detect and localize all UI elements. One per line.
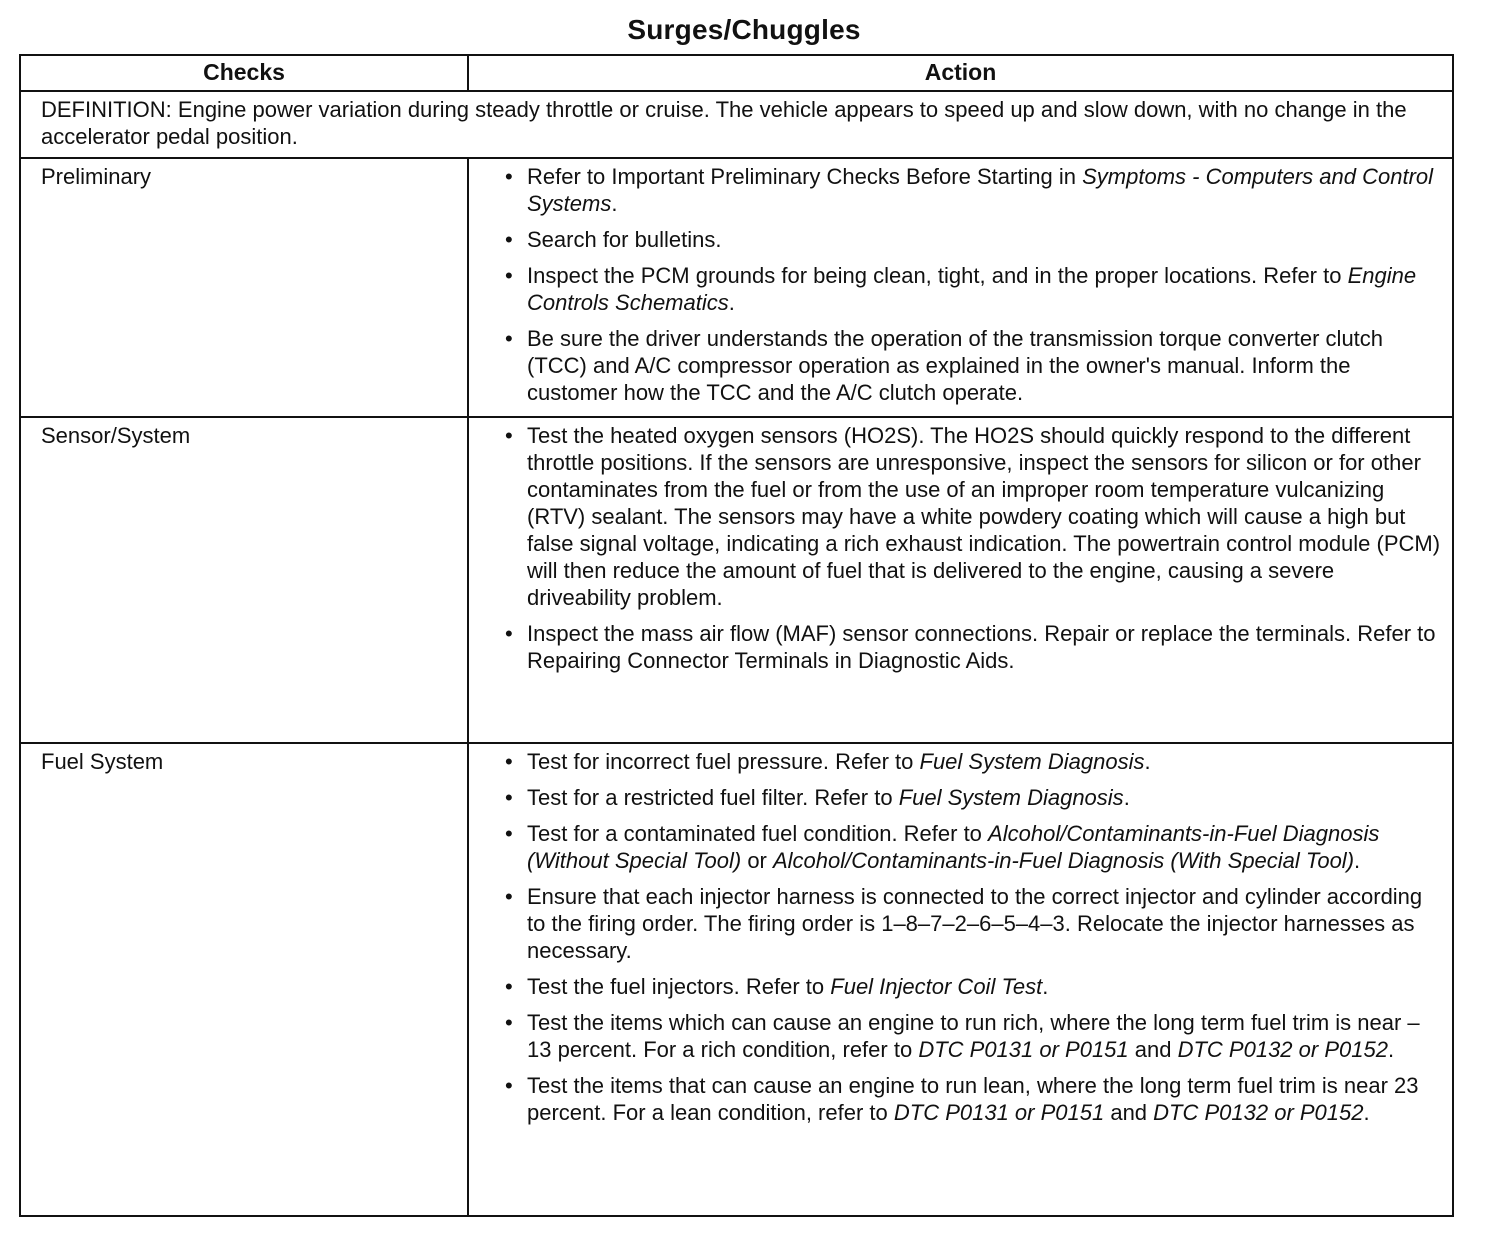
table-row [20,158,1453,417]
list-item [505,422,1442,611]
action-text: Test for a contaminated fuel condition. Refer to [527,821,989,846]
action-tail: . [1387,1037,1395,1062]
bullet-icon: • [505,785,513,810]
reference-text: DTC P0132 or P0152 [1177,1037,1388,1062]
bullet-icon: • [505,621,513,646]
bullet-icon: • [505,974,513,999]
action-tail: . [1363,1100,1370,1125]
action-cell [468,417,1453,743]
check-cell: Sensor/System [20,417,468,743]
action-text: Test for a restricted fuel filter. Refer to [527,785,899,810]
reference-text: Alcohol/Contaminants-in-Fuel Diagnosis (With Special Tool) [773,848,1355,873]
action-tail: or [741,848,773,873]
list-item [505,784,1442,811]
action-tail: . [1354,848,1361,873]
action-tail: and [1128,1037,1178,1062]
definition-row [20,91,1453,158]
reference-text: DTC P0131 or P0151 [893,1100,1105,1125]
action-text: Test the fuel injectors. Refer to [527,974,831,999]
definition-cell [20,91,1453,158]
list-item [505,1072,1442,1126]
action-tail: . [611,191,618,216]
action-list [505,163,1442,406]
action-tail: . [728,290,735,315]
action-list [505,748,1442,1126]
list-item [505,820,1442,874]
definition-text: Engine power variation during steady throttle or cruise. The vehicle appears to speed up and slow down, with no change in the accelerator pedal position. [41,97,1407,149]
list-item [505,163,1442,217]
action-list [505,422,1442,674]
action-cell [468,158,1453,417]
action-tail: . [1042,974,1049,999]
list-item [505,262,1442,316]
action-tail: . [1123,785,1130,810]
table-row [20,743,1453,1216]
bullet-icon: • [505,326,513,351]
checks-column-header: Checks [20,55,468,91]
list-item [505,325,1442,406]
bullet-icon: • [505,749,513,774]
action-tail: . [1144,749,1151,774]
reference-text: Alcohol/Contaminants-in-Fuel Diagnosis (Without Special Tool) [527,821,1380,873]
action-cell [468,743,1453,1216]
bullet-icon: • [505,821,513,846]
table-header-row [20,55,1453,91]
list-item [505,620,1442,674]
check-cell: Fuel System [20,743,468,1216]
action-text: Test the heated oxygen sensors (HO2S). The HO2S should quickly respond to the different throttle positions. If the sensors are unresponsive, inspect the sensors for silicon or for other contaminates from the fuel or from the use of an improper room temperature vulcanizing (RTV) sealant. The sensors may have a white powdery coating which will cause a high but false signal voltage, indicating a rich exhaust indication. The powertrain control module (PCM) will then reduce the amount of fuel that is delivered to the engine, causing a severe driveability problem. [527,423,1441,610]
bullet-icon: • [505,423,513,448]
diagnosis-table [19,54,1454,1217]
action-text: Test the items that can cause an engine to run lean, where the long term fuel trim is near 23 percent. For a lean condition, refer to [527,1073,1419,1125]
action-text: Inspect the mass air flow (MAF) sensor connections. Repair or replace the terminals. Refer to Repairing Connector Terminals in Diagnostic Aids. [527,621,1436,673]
reference-text: DTC P0132 or P0152 [1153,1100,1364,1125]
check-cell: Preliminary [20,158,468,417]
bullet-icon: • [505,1073,513,1098]
reference-text: DTC P0131 or P0151 [918,1037,1129,1062]
bullet-icon: • [505,263,513,288]
action-text: Ensure that each injector harness is connected to the correct injector and cylinder according to the firing order. The firing order is 1–8–7–2–6–5–4–3. Relocate the injector harnesses as necessary. [527,884,1423,963]
reference-text: Fuel System Diagnosis [919,749,1145,774]
action-tail: and [1104,1100,1154,1125]
bullet-icon: • [505,227,513,252]
action-text: Test the items which can cause an engine to run rich, where the long term fuel trim is near –13 percent. For a rich condition, refer to [527,1010,1420,1062]
action-column-header: Action [468,55,1453,91]
action-text: Inspect the PCM grounds for being clean, tight, and in the proper locations. Refer to [527,263,1348,288]
list-item [505,973,1442,1000]
bullet-icon: • [505,1010,513,1035]
action-text: Be sure the driver understands the operation of the transmission torque converter clutch (TCC) and A/C compressor operation as explained in the owner's manual. Inform the customer how the TCC and the A/C clutch operate. [527,326,1384,405]
list-item [505,883,1442,964]
bullet-icon: • [505,884,513,909]
reference-text: Engine Controls Schematics [527,263,1417,315]
reference-text: Fuel Injector Coil Test [830,974,1043,999]
list-item [505,1009,1442,1063]
list-item [505,748,1442,775]
page-title: Surges/Chuggles [627,14,861,45]
definition-label: DEFINITION: [41,97,172,122]
action-text: Test for incorrect fuel pressure. Refer to [527,749,920,774]
reference-text: Fuel System Diagnosis [898,785,1124,810]
reference-text: Symptoms - Computers and Control Systems [527,164,1434,216]
action-text: Refer to Important Preliminary Checks Before Starting in [527,164,1083,189]
bullet-icon: • [505,164,513,189]
table-row [20,417,1453,743]
list-item [505,226,1442,253]
action-text: Search for bulletins. [527,227,722,252]
